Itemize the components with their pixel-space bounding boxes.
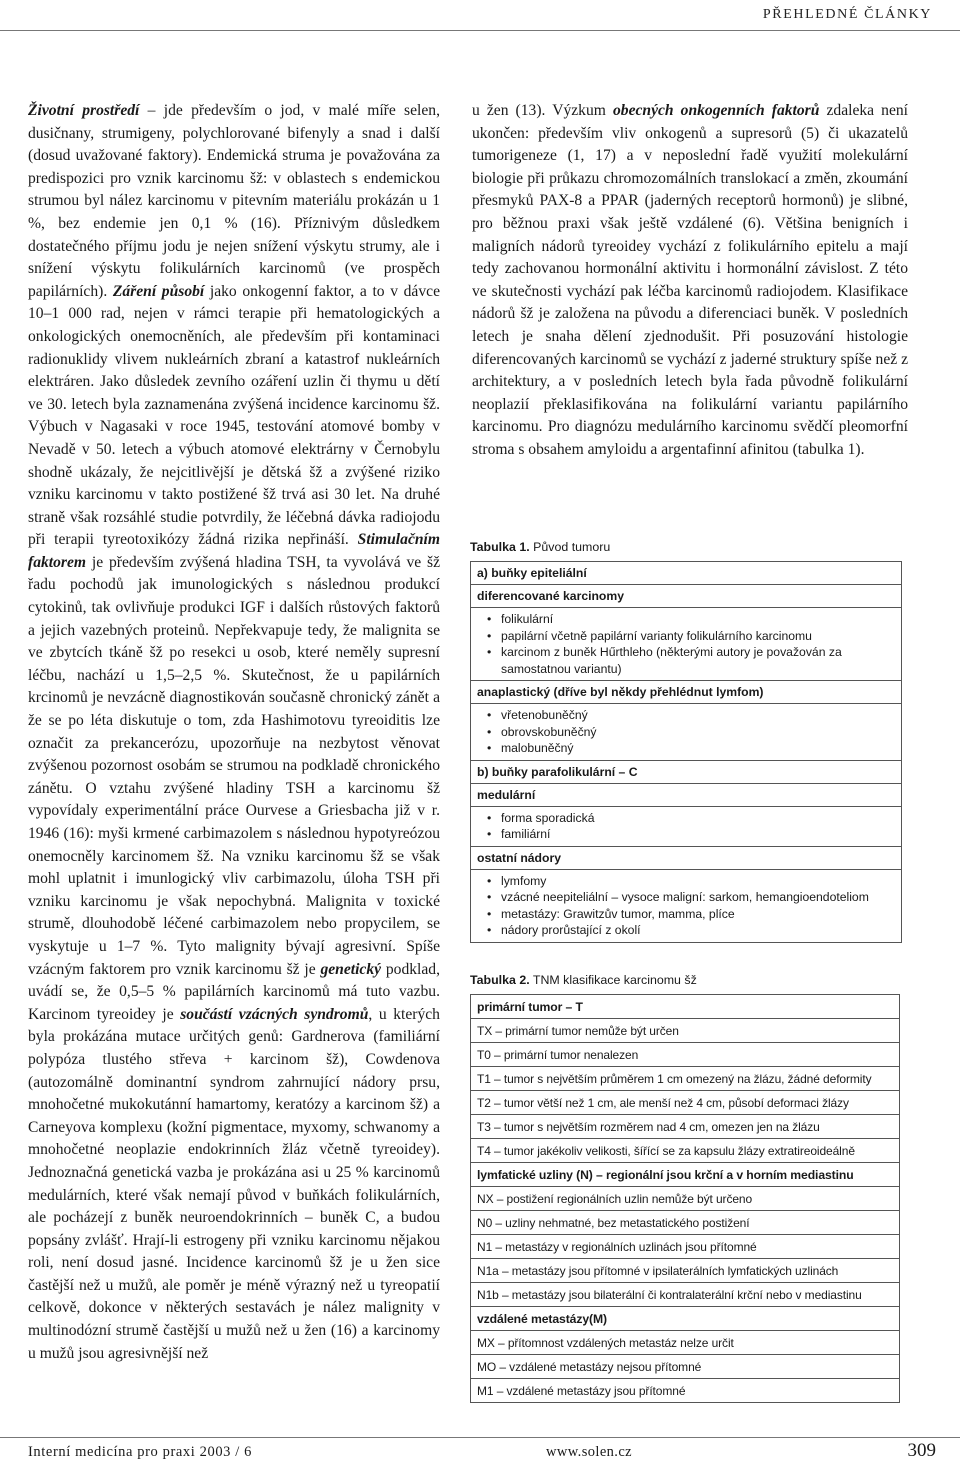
table-1-body [470,561,902,943]
table-list-cell [471,608,901,681]
table-2-body [470,994,900,1403]
table-row: N1 – metastázy v regionálních uzlinách jsou přítomné [471,1235,899,1259]
table-row: N1b – metastázy jsou bilaterální či kontralaterální krční nebo v mediastinu [471,1283,899,1307]
bullet-list [477,707,895,757]
list-item: • vzácné neepiteliální – vysoce maligní: sarkom, hemangioendoteliom [491,889,895,906]
list-item: • lymfomy [491,873,895,890]
table-2-caption [470,973,900,987]
table-subheader: diferencované karcinomy [471,585,901,608]
page-header [0,0,960,40]
table-1 [470,540,902,943]
emphasis-environment: Životní prostředí [28,102,140,119]
table-list-cell [471,807,901,847]
table-section-header: primární tumor – T [471,995,899,1019]
left-column [28,100,440,1365]
body-text: – jde především o jod, v malé míře selen, dusičnany, strumigeny, polychlorované bifenyly a snad i další (dosud uvažované faktory). Endemická struma je považována za predispozici pro vznik karcinomu šž: v oblastech s endemickou strumou byl nález karcinomu v pitevním materiálu prokázán u 1 %, bez endemie jen 0,1 % (16). Příznivým důsledkem dostatečného příjmu jodu je nejen snížení výskytu strumy, ale i snížení výskytu folikulárních karcinomů (ve prospěch papilárních). [28,102,440,300]
right-column [472,100,908,462]
emphasis-stimulation: Stimulačním faktorem [28,531,440,571]
section-title: PŘEHLEDNÉ ČLÁNKY [762,7,932,22]
body-text: je především zvýšená hladina TSH, ta vyvolává ve šž řadu pochodů jak imunologických s následnou produkcí cytokinů, tak ovlivňuje produkci IGF i dalších růstových faktorů a jejich vazebných proteinů. Nepřekvapuje tedy, že malignita se ve zbytcích tkáně šž po resekci u osob, které neměly supresní léčbu, nachází u 1,5–2,5 %. Skutečnost, že u papilárních krcinomů je nevzácně diagnostikován současně chronický zánět a že se po léta diskutuje o tom, zda Hashimotovu tyreoiditis lze označit za prekancerózu, upozorňuje na nezbytost věnovat zvýšenou pozornost osobám se strumou na podkladě chronického zánětu. O vztahu zvýšené hladiny TSH a karcinomu šž vypovídaly experimentální práce Ourvese a Griesbacha již v r. 1946 (16): myši krmené carbimazolem s následnou hypotyreózou onemocněly karcinomem šž. Na vzniku karcinomu šž se však mohl uplatnit i imunlogický vliv carbimazolu, úloha TSH při vzniku karcinomu je však nepochybná. Malignita v toxické strumě, dlouhodobě léčené carbimazolem nebo propycilem, se vyskytuje u 1–7 %. Tyto malignity bývají agresivní. Spíše vzácným faktorem pro vznik karcinomu šž je [28,553,440,978]
emphasis-genetic: genetický [320,960,382,978]
list-item: • papilární včetně papilární varianty folikulárního karcinomu [491,628,895,645]
table-section-header: vzdálené metastázy(M) [471,1307,899,1331]
table-row: MO – vzdálené metastázy nejsou přítomné [471,1355,899,1379]
table-2 [470,973,900,1403]
body-text: , u kterých byla prokázána mutace určitých genů: Gardnerova (familiární polypóza tlustého střeva + karcinom šž), Cowdenova (autozomálně dominantní syndrom zahrnující nádory prsu, mnohočetné mukokutánní hamartomy, keratózy a karcinom šž) a Carneyova komplexu (kožní pigmentace, myxomy, schwanomy a mnohočetné neoplazie endokrinních žláz včetně tyreoidey). Jednoznačná genetická vazba je prokázána asi u 25 % karcinomů medulárních, které však nemají původ v buňkách folikulárních, ale pocházejí z buněk neuroendokrinních – buněk C, a budou popsány zvlášť. Hrají-li estrogeny při vzniku karcinomu nějakou roli, není dosud jasné. Incidence karcinomů šž je u žen sice častější než u mužů, ale poměr je méně výrazný než u tyreopatií celkově, dokonce v některých sestavách je nález malignity v multinodózní strumě častější u mužů než u žen (16) a karcinomy u mužů jsou agresivnější než [28,1005,440,1362]
table-2-label: Tabulka 2. [470,973,530,987]
table-row: T1 – tumor s největším průměrem 1 cm omezený na žlázu, žádné deformity [471,1067,899,1091]
list-item: • familiární [491,826,895,843]
list-item: • nádory prorůstající z okolí [491,922,895,939]
table-1-label: Tabulka 1. [470,540,530,554]
emphasis-oncogenic: obecných onkogenních faktorů [612,102,820,119]
table-row: N1a – metastázy jsou přítomné v ipsilaterálních lymfatických uzlinách [471,1259,899,1283]
table-row: T4 – tumor jakékoliv velikosti, šířící se za kapsulu žlázy extratireoideálně [471,1139,899,1163]
table-row: T2 – tumor větší než 1 cm, ale menší než 4 cm, působí deformaci žlázy [471,1091,899,1115]
table-row: MX – přítomnost vzdálených metastáz nelze určit [471,1331,899,1355]
header-rule [0,30,960,31]
table-row: N0 – uzliny nehmatné, bez metastatického postižení [471,1211,899,1235]
bullet-list [477,611,895,677]
page-footer [0,1440,960,1469]
table-section-header: a) buňky epiteliální [471,562,901,585]
list-item: • karcinom z buněk Hűrthleho (některými autory je považován za samostatnou variantu) [491,644,895,677]
table-row: TX – primární tumor nemůže být určen [471,1019,899,1043]
page-number: 309 [907,1440,936,1461]
body-text: zdaleka není ukončen: především vliv onkogenů a supresorů (5) či ukazatelů tumorigeneze (1, 17) a v neposlední řadě využití molekulární biologie při průkazu chromozomálních translokací a změn, zkoumání přesmyků PAX-8 a PPAR (jaderných receptorů hormonů) je slibné, pro běžnou praxi však ještě vzdálené (6). Většina benigních i maligních nádorů tyreoidey vychází z folikulárního epitelu a mají tedy zachovanou hormonální aktivitu i hormonální závislost. Z této ve skutečnosti vychází pak léčba karcinomů radiojodem. Klasifikace nádorů šž je založena na původu a diferenciaci buněk. V posledních letech je snaha dělení zjednodušit. Při posuzování histologie diferencovaných karcinomů se vychází z jaderné struktury spíše než z architektury, a v posledních letech byla řada původně folikulární neoplazií překlasifikována na folikulární variantu papilárního karcinomu. Pro diagnózu medulárního karcinomu svědčí pleomorfní stroma s obsahem amyloidu a argentafinní afinitou (tabulka 1). [472,102,909,458]
table-list-cell [471,704,901,761]
body-text: podklad, uvádí se, že 0,5–5 % papilárních karcinomů má tuto vazbu. Karcinom tyreoidey je [28,960,440,1023]
list-item: • folikulární [491,611,895,628]
table-row: M1 – vzdálené metastázy jsou přítomné [471,1379,899,1403]
body-text: jako onkogenní faktor, a to v dávce 10–1 000 rad, nejen v rámci terapie při hematologických a onkologických onemocněních, ale především při kontaminaci radionuklidy vlivem nukleárních zbraní a katastrof nukleárních elektráren. Jako důsledek zevního ozáření uzlin či thymu u dětí ve 30. letech byla zaznamenána zvýšená incidence karcinomu šž. Výbuch v Nagasaki v roce 1945, testování atomové bomby v Nevadě v 50. letech a výbuch atomové elektrárny v Černobylu shodně ukázaly, že nejcitlivější je dětská šž a zvýšené riziko vzniku karcinomu v takto postižené šž trvá asi 30 let. Na druhé straně však rozsáhlé studie potvrdily, že léčebná dávka radiojodu při terapii tyreotoxikózy žádná rizika nepřináší. [28,282,440,549]
emphasis-syndromes: součástí vzácných syndromů [180,1005,369,1023]
bullet-list [477,810,895,843]
journal-citation: Interní medicína pro praxi 2003 / 6 [28,1444,252,1460]
table-row: NX – postižení regionálních uzlin nemůže být určeno [471,1187,899,1211]
list-item: • malobuněčný [491,740,895,757]
body-text: u žen (13). Výzkum [472,102,613,119]
table-list-cell [471,870,901,943]
bullet-list [477,873,895,939]
table-row: T0 – primární tumor nenalezen [471,1043,899,1067]
list-item: • obrovskobuněčný [491,724,895,741]
table-row: T3 – tumor s největším rozměrem nad 4 cm, omezen jen na žlázu [471,1115,899,1139]
footer-rule [0,1437,960,1438]
list-item: • vřetenobuněčný [491,707,895,724]
table-subheader: ostatní nádory [471,847,901,870]
table-1-caption [470,540,902,554]
table-section-header: b) buňky parafolikulární – C [471,761,901,784]
table-subheader: medulární [471,784,901,807]
table-subheader: anaplastický (dříve byl někdy přehlédnut lymfom) [471,681,901,704]
publisher-url: www.solen.cz [546,1444,633,1460]
list-item: • forma sporadická [491,810,895,827]
table-1-title: Původ tumoru [529,540,611,554]
body-paragraph [28,100,440,1365]
emphasis-radiation: Záření působí [112,282,205,300]
table-section-header: lymfatické uzliny (N) – regionální jsou krční a v horním mediastinu [471,1163,899,1187]
list-item: • metastázy: Grawitzův tumor, mamma, plíce [491,906,895,923]
body-paragraph [472,100,908,462]
table-2-title: TNM klasifikace karcinomu šž [529,973,697,987]
